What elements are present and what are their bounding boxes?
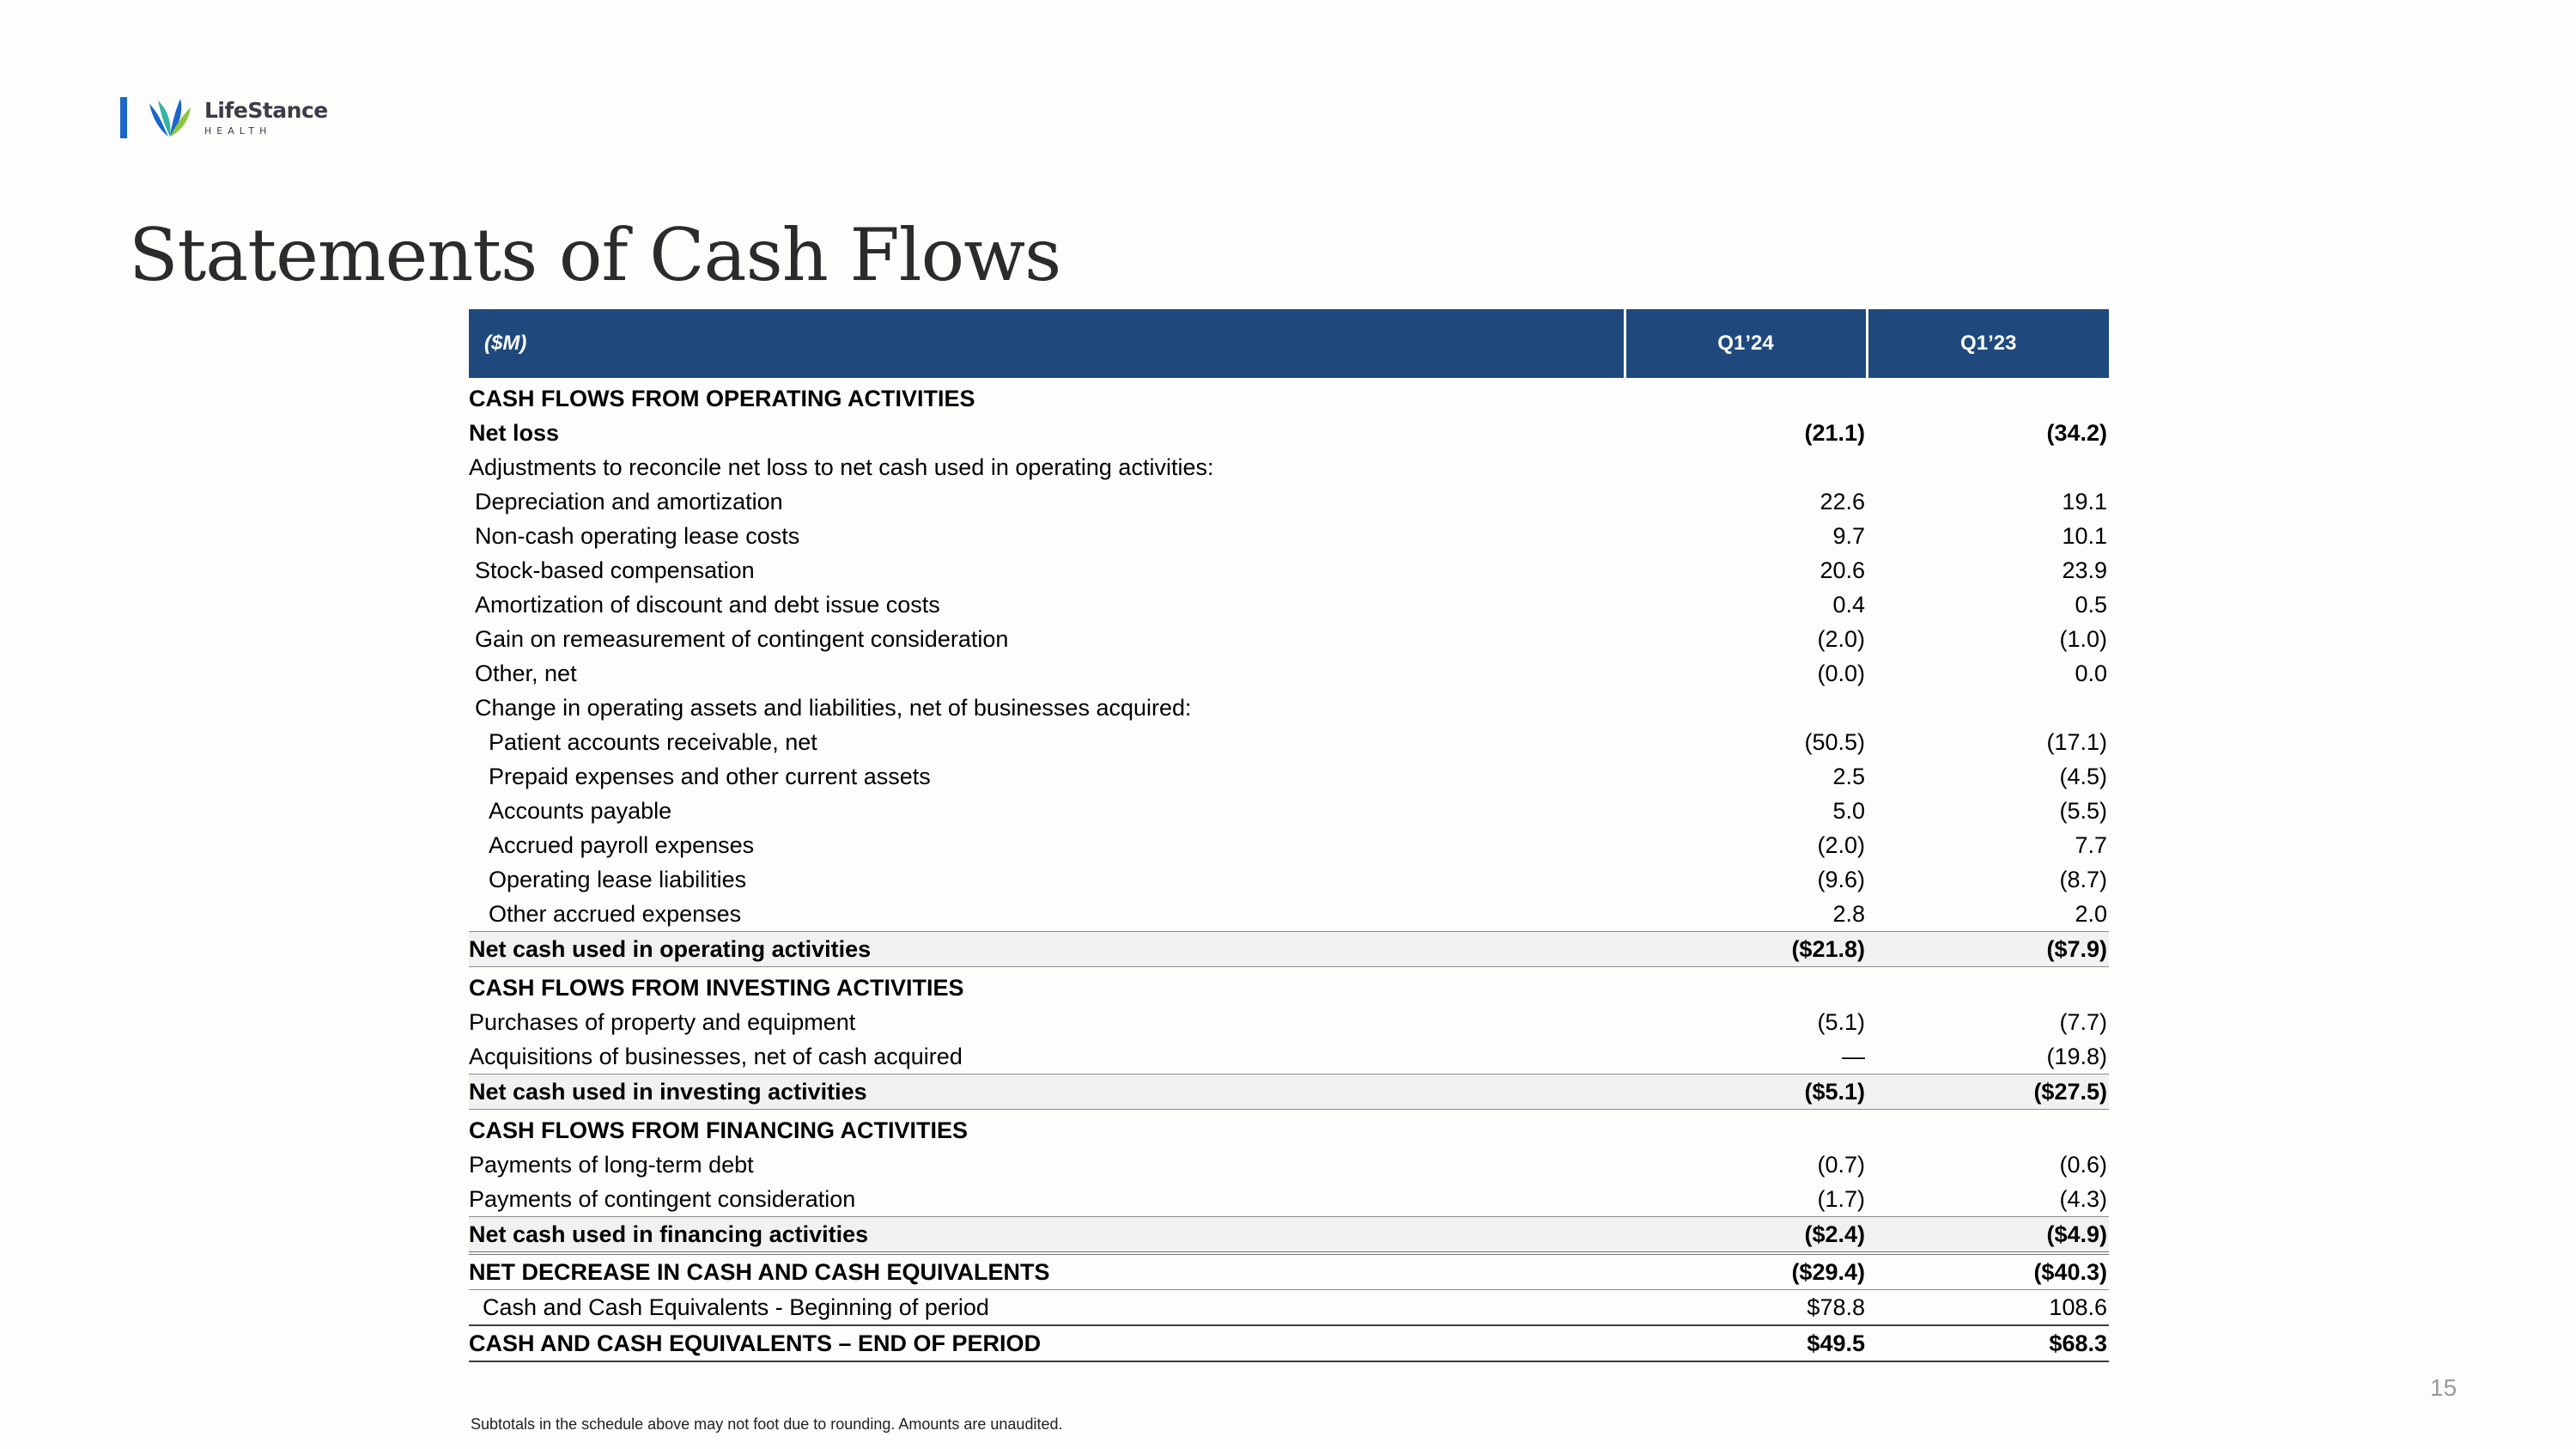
row-label: Net cash used in operating activities — [469, 932, 1625, 967]
cell-q1-24: 20.6 — [1820, 557, 1865, 583]
row-label: NET DECREASE IN CASH AND CASH EQUIVALENTS — [469, 1253, 1625, 1290]
cell-q1-23: ($40.3) — [1867, 1253, 2109, 1290]
table-row — [469, 971, 2109, 1005]
cell-q1-24: (9.6) — [1817, 866, 1865, 892]
cell-q1-23: (7.7) — [2059, 1008, 2107, 1035]
row-label: Gain on remeasurement of contingent consideration — [475, 625, 1009, 652]
logo-accent-bar — [120, 97, 127, 138]
table-row — [469, 553, 2109, 588]
cell-q1-23: (0.6) — [2059, 1151, 2107, 1178]
logo-subtitle: HEALTH — [204, 125, 272, 137]
table-row — [469, 897, 2109, 932]
cell-q1-24: ($21.8) — [1625, 932, 1867, 967]
cell-q1-24: $49.5 — [1625, 1325, 1867, 1361]
table-row — [469, 450, 2109, 484]
table-row — [469, 1290, 2109, 1326]
cell-q1-24: (5.1) — [1817, 1008, 1865, 1035]
row-label: Net cash used in investing activities — [469, 1075, 1625, 1110]
cell-q1-24: — — [1842, 1043, 1865, 1069]
row-label: Accrued payroll expenses — [489, 831, 755, 858]
row-label: Net cash used in financing activities — [469, 1217, 1625, 1254]
section-heading-investing: CASH FLOWS FROM INVESTING ACTIVITIES — [469, 974, 964, 1001]
cell-q1-24: (1.7) — [1817, 1185, 1865, 1212]
cell-q1-24: 2.8 — [1832, 900, 1865, 927]
cell-q1-23: 108.6 — [1867, 1290, 2109, 1326]
table-row — [469, 1113, 2109, 1148]
table-row — [469, 1148, 2109, 1182]
header-q1-24: Q1’24 — [1625, 309, 1867, 378]
header-q1-23: Q1’23 — [1867, 309, 2109, 378]
cell-q1-24: 9.7 — [1832, 522, 1865, 549]
table-row — [469, 1005, 2109, 1039]
table-row — [469, 1182, 2109, 1217]
table-row — [469, 759, 2109, 794]
row-label: Adjustments to reconcile net loss to net cash used in operating activities: — [469, 454, 1214, 480]
row-label: CASH AND CASH EQUIVALENTS – END OF PERIOD — [469, 1325, 1625, 1361]
cell-q1-24: $78.8 — [1625, 1290, 1867, 1326]
table-row — [469, 622, 2109, 656]
lifestance-leaf-icon — [146, 95, 194, 140]
table-row — [469, 794, 2109, 828]
cell-q1-23: (17.1) — [2046, 728, 2107, 755]
table-row — [469, 828, 2109, 862]
cell-q1-23: (34.2) — [2046, 419, 2107, 446]
cell-q1-23: ($4.9) — [1867, 1217, 2109, 1254]
cell-q1-24: 5.0 — [1832, 797, 1865, 824]
row-label: Amortization of discount and debt issue costs — [475, 591, 940, 618]
cash-flow-table — [469, 309, 2109, 1362]
section-heading-financing: CASH FLOWS FROM FINANCING ACTIVITIES — [469, 1117, 968, 1143]
row-label: Other, net — [475, 660, 577, 686]
row-label: Payments of contingent consideration — [469, 1185, 856, 1212]
table-row — [469, 656, 2109, 691]
table-row — [469, 1039, 2109, 1075]
row-label: Accounts payable — [489, 797, 672, 824]
table-row — [469, 416, 2109, 450]
row-label: Depreciation and amortization — [475, 488, 783, 514]
cell-q1-23: 10.1 — [2062, 522, 2107, 549]
row-label: Stock-based compensation — [475, 557, 755, 583]
cell-q1-23: (8.7) — [2059, 866, 2107, 892]
cell-q1-23: (4.3) — [2059, 1185, 2107, 1212]
subtotal-row-financing — [469, 1217, 2109, 1254]
subtotal-row-investing — [469, 1075, 2109, 1110]
cell-q1-23: (19.8) — [2046, 1043, 2107, 1069]
table-row — [469, 691, 2109, 725]
row-label: Prepaid expenses and other current assets — [489, 763, 931, 789]
row-label: Net loss — [469, 419, 560, 446]
cell-q1-24: (2.0) — [1817, 831, 1865, 858]
company-logo — [120, 94, 328, 141]
cell-q1-23: 0.0 — [2075, 660, 2107, 686]
cell-q1-23: 2.0 — [2075, 900, 2107, 927]
cell-q1-23: ($7.9) — [1867, 932, 2109, 967]
cell-q1-23: 19.1 — [2062, 488, 2107, 514]
cell-q1-24: 0.4 — [1832, 591, 1865, 618]
cell-q1-23: 7.7 — [2075, 831, 2107, 858]
logo-name: LifeStance — [204, 98, 328, 123]
cell-q1-24: (0.0) — [1817, 660, 1865, 686]
row-label: Acquisitions of businesses, net of cash acquired — [469, 1043, 963, 1069]
cell-q1-24: (0.7) — [1817, 1151, 1865, 1178]
section-heading-operating: CASH FLOWS FROM OPERATING ACTIVITIES — [469, 385, 975, 411]
table-row — [469, 484, 2109, 519]
page-number: 15 — [2430, 1374, 2458, 1401]
table-row — [469, 519, 2109, 553]
footnote: Subtotals in the schedule above may not foot due to rounding. Amounts are unaudited. — [471, 1416, 1063, 1433]
cell-q1-24: (2.0) — [1817, 625, 1865, 652]
row-label: Purchases of property and equipment — [469, 1008, 856, 1035]
table-row — [469, 725, 2109, 759]
row-label: Patient accounts receivable, net — [489, 728, 817, 755]
cell-q1-24: (50.5) — [1804, 728, 1865, 755]
row-label: Other accrued expenses — [489, 900, 742, 927]
cell-q1-23: (4.5) — [2059, 763, 2107, 789]
cell-q1-23: (5.5) — [2059, 797, 2107, 824]
table-row — [469, 862, 2109, 897]
row-label: Payments of long-term debt — [469, 1151, 754, 1178]
subtotal-row-operating — [469, 932, 2109, 967]
cell-q1-24: ($29.4) — [1625, 1253, 1867, 1290]
cell-q1-23: (1.0) — [2059, 625, 2107, 652]
cell-q1-23: $68.3 — [1867, 1325, 2109, 1361]
ending-cash-row — [469, 1325, 2109, 1361]
row-label: Operating lease liabilities — [489, 866, 747, 892]
row-label: Change in operating assets and liabilities, net of businesses acquired: — [475, 694, 1192, 721]
table-row — [469, 588, 2109, 622]
header-units: ($M) — [469, 309, 1625, 378]
cell-q1-24: 22.6 — [1820, 488, 1865, 514]
net-decrease-row — [469, 1253, 2109, 1290]
row-label: Non-cash operating lease costs — [475, 522, 800, 549]
cell-q1-23: ($27.5) — [1867, 1075, 2109, 1110]
table-row — [469, 381, 2109, 416]
cell-q1-24: ($2.4) — [1625, 1217, 1867, 1254]
row-label: Cash and Cash Equivalents - Beginning of period — [469, 1290, 1625, 1326]
page-title: Statements of Cash Flows — [129, 213, 1061, 297]
cell-q1-24: ($5.1) — [1625, 1075, 1867, 1110]
cell-q1-23: 23.9 — [2062, 557, 2107, 583]
table-header-row — [469, 309, 2109, 378]
cell-q1-24: (21.1) — [1804, 419, 1865, 446]
cell-q1-24: 2.5 — [1832, 763, 1865, 789]
cell-q1-23: 0.5 — [2075, 591, 2107, 618]
